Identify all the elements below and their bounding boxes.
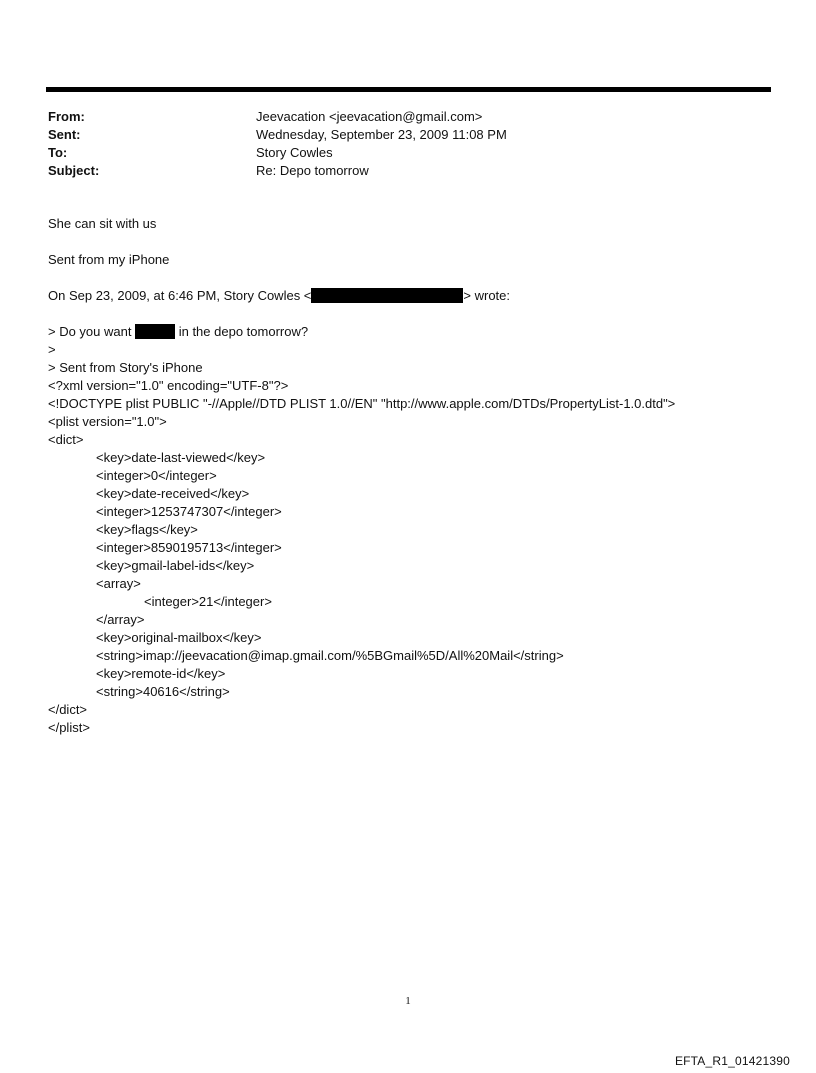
quoted-signature: > Sent from Story's iPhone [48, 360, 203, 375]
plist-line: <integer>1253747307</integer> [96, 504, 282, 519]
redaction-box [135, 324, 175, 339]
subject-row [48, 162, 768, 180]
reply-text: She can sit with us [48, 216, 157, 231]
email-header [48, 108, 768, 180]
quoted-line: > [48, 342, 56, 357]
plist-line: </plist> [48, 720, 90, 735]
subject-label: Subject: [48, 163, 100, 178]
plist-line: </array> [96, 612, 145, 627]
plist-line: <string>40616</string> [96, 684, 230, 699]
sent-value: Wednesday, September 23, 2009 11:08 PM [256, 127, 507, 142]
quoted-line [48, 323, 788, 341]
plist-line: <dict> [48, 432, 84, 447]
plist-line: <key>date-received</key> [96, 486, 250, 501]
from-label: From: [48, 109, 85, 124]
to-row [48, 144, 768, 162]
plist-line: <!DOCTYPE plist PUBLIC "-//Apple//DTD PLIST 1.0//EN" "http://www.apple.com/DTDs/PropertyList-1.0.dtd"> [48, 396, 676, 411]
plist-line: <plist version="1.0"> [48, 414, 167, 429]
signature: Sent from my iPhone [48, 252, 170, 267]
quote-intro-end: > wrote: [463, 288, 511, 303]
bates-number: EFTA_R1_01421390 [674, 1054, 790, 1068]
from-value: Jeevacation <jeevacation@gmail.com> [256, 109, 483, 124]
quoted-question-end: in the depo tomorrow? [178, 324, 309, 339]
plist-line: <integer>8590195713</integer> [96, 540, 282, 555]
from-row [48, 108, 768, 126]
plist-line: <key>date-last-viewed</key> [96, 450, 266, 465]
plist-block [48, 377, 788, 737]
plist-line: <key>original-mailbox</key> [96, 630, 262, 645]
email-body [48, 215, 788, 737]
plist-line: <array> [96, 576, 141, 591]
plist-line: <?xml version="1.0" encoding="UTF-8"?> [48, 378, 289, 393]
to-label: To: [48, 145, 68, 160]
plist-line: <string>imap://jeevacation@imap.gmail.com/%5BGmail%5D/All%20Mail</string> [96, 648, 564, 663]
redaction-box [311, 288, 463, 303]
quoted-question-start: > Do you want [48, 324, 132, 339]
plist-line: <integer>0</integer> [96, 468, 217, 483]
sent-row [48, 126, 768, 144]
plist-line: <key>remote-id</key> [96, 666, 226, 681]
quote-intro [48, 287, 788, 305]
plist-line: <key>gmail-label-ids</key> [96, 558, 255, 573]
subject-value: Re: Depo tomorrow [256, 163, 369, 178]
plist-line: </dict> [48, 702, 88, 717]
sent-label: Sent: [48, 127, 81, 142]
page-number: 1 [405, 995, 411, 1007]
header-rule [46, 87, 771, 92]
plist-line: <key>flags</key> [96, 522, 198, 537]
to-value: Story Cowles [256, 145, 333, 160]
quote-intro-text: On Sep 23, 2009, at 6:46 PM, Story Cowles < [48, 288, 312, 303]
plist-line: <integer>21</integer> [144, 594, 272, 609]
